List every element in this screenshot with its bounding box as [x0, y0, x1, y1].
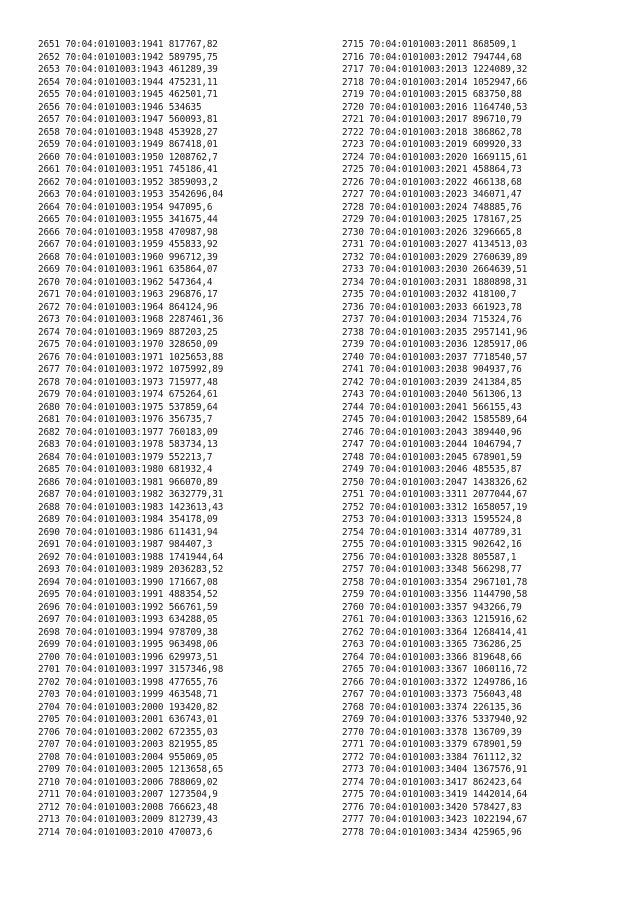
table-row: 2708 70:04:0101003:2004 955069,05	[38, 751, 218, 763]
table-row: 2655 70:04:0101003:1945 462501,71	[38, 89, 218, 100]
table-row: 2771 70:04:0101003:3379 678901,59	[342, 739, 522, 750]
table-row: 2766 70:04:0101003:3372 1249786,16	[342, 676, 528, 688]
table-row: 2748 70:04:0101003:2045 678901,59	[342, 451, 522, 463]
table-row: 2686 70:04:0101003:1981 966070,89	[38, 476, 218, 488]
table-row: 2658 70:04:0101003:1948 453928,27	[38, 126, 218, 138]
table-row: 2747 70:04:0101003:2044 1046794,7	[342, 439, 522, 450]
table-row: 2710 70:04:0101003:2006 788069,02	[38, 776, 218, 788]
table-row: 2723 70:04:0101003:2019 609920,33	[342, 139, 522, 150]
table-row: 2677 70:04:0101003:1972 1075992,89	[38, 364, 224, 375]
table-row: 2740 70:04:0101003:2037 7718540,57	[342, 351, 528, 363]
table-row: 2776 70:04:0101003:3420 578427,83	[342, 801, 522, 813]
table-row: 2706 70:04:0101003:2002 672355,03	[38, 726, 218, 738]
table-row: 2695 70:04:0101003:1991 488354,52	[38, 589, 218, 600]
table-row: 2729 70:04:0101003:2025 178167,25	[342, 214, 522, 225]
table-row: 2656 70:04:0101003:1946 534635	[38, 101, 202, 113]
table-row: 2720 70:04:0101003:2016 1164740,53	[342, 101, 528, 113]
table-row: 2714 70:04:0101003:2010 470073,6	[38, 826, 213, 838]
table-row: 2763 70:04:0101003:3365 736286,25	[342, 639, 522, 650]
table-row: 2663 70:04:0101003:1953 3542696,04	[38, 189, 224, 200]
table-row: 2678 70:04:0101003:1973 715977,48	[38, 376, 218, 388]
table-row: 2746 70:04:0101003:2043 389440,96	[342, 426, 522, 438]
table-row: 2669 70:04:0101003:1961 635864,07	[38, 264, 218, 275]
table-row: 2711 70:04:0101003:2007 1273504,9	[38, 789, 218, 800]
table-row: 2665 70:04:0101003:1955 341675,44	[38, 214, 218, 225]
table-row: 2696 70:04:0101003:1992 566761,59	[38, 601, 218, 613]
table-row: 2664 70:04:0101003:1954 947095,6	[38, 201, 213, 213]
table-row: 2688 70:04:0101003:1983 1423613,43	[38, 501, 224, 513]
table-row: 2673 70:04:0101003:1968 2287461,36	[38, 314, 224, 325]
table-row: 2705 70:04:0101003:2001 636743,01	[38, 714, 218, 725]
table-row: 2775 70:04:0101003:3419 1442014,64	[342, 789, 528, 800]
table-row: 2753 70:04:0101003:3313 1595524,8	[342, 514, 522, 525]
table-row: 2694 70:04:0101003:1990 171667,08	[38, 576, 218, 588]
table-row: 2778 70:04:0101003:3434 425965,96	[342, 826, 522, 838]
table-row: 2666 70:04:0101003:1958 470987,98	[38, 226, 218, 238]
table-row: 2724 70:04:0101003:2020 1669115,61	[342, 151, 528, 163]
table-row: 2752 70:04:0101003:3312 1658057,19	[342, 501, 528, 513]
table-row: 2773 70:04:0101003:3404 1367576,91	[342, 764, 528, 775]
table-row: 2654 70:04:0101003:1944 475231,11	[38, 76, 218, 88]
table-row: 2675 70:04:0101003:1970 328650,09	[38, 339, 218, 350]
table-row: 2703 70:04:0101003:1999 463548,71	[38, 689, 218, 700]
table-row: 2727 70:04:0101003:2023 346071,47	[342, 189, 522, 200]
right-column	[342, 39, 640, 839]
table-row: 2689 70:04:0101003:1984 354178,09	[38, 514, 218, 525]
table-row: 2749 70:04:0101003:2046 485535,87	[342, 464, 522, 475]
table-row: 2699 70:04:0101003:1995 963498,06	[38, 639, 218, 650]
table-row: 2719 70:04:0101003:2015 683750,88	[342, 89, 522, 100]
table-row: 2756 70:04:0101003:3328 805587,1	[342, 551, 517, 563]
table-row: 2671 70:04:0101003:1963 296876,17	[38, 289, 218, 300]
table-row: 2700 70:04:0101003:1996 629973,51	[38, 651, 218, 663]
table-row: 2769 70:04:0101003:3376 5337940,92	[342, 714, 528, 725]
table-row: 2722 70:04:0101003:2018 386862,78	[342, 126, 522, 138]
table-row: 2726 70:04:0101003:2022 466138,68	[342, 176, 522, 188]
table-row: 2768 70:04:0101003:3374 226135,36	[342, 701, 522, 713]
table-row: 2684 70:04:0101003:1979 552213,7	[38, 451, 213, 463]
table-row: 2743 70:04:0101003:2040 561306,13	[342, 389, 522, 400]
table-row: 2690 70:04:0101003:1986 611431,94	[38, 526, 218, 538]
table-row: 2728 70:04:0101003:2024 748885,76	[342, 201, 522, 213]
table-row: 2765 70:04:0101003:3367 1060116,72	[342, 664, 528, 675]
table-row: 2679 70:04:0101003:1974 675264,61	[38, 389, 218, 400]
table-row: 2651 70:04:0101003:1941 817767,82	[38, 39, 218, 50]
table-row: 2761 70:04:0101003:3363 1215916,62	[342, 614, 528, 625]
table-row: 2698 70:04:0101003:1994 978709,38	[38, 626, 218, 638]
table-row: 2762 70:04:0101003:3364 1268414,41	[342, 626, 528, 638]
table-row: 2735 70:04:0101003:2032 418100,7	[342, 289, 517, 300]
table-row: 2770 70:04:0101003:3378 136709,39	[342, 726, 522, 738]
table-row: 2774 70:04:0101003:3417 862423,64	[342, 776, 522, 788]
table-row: 2692 70:04:0101003:1988 1741944,64	[38, 551, 224, 563]
table-row: 2758 70:04:0101003:3354 2967101,78	[342, 576, 528, 588]
table-row: 2687 70:04:0101003:1982 3632779,31	[38, 489, 224, 500]
table-row: 2738 70:04:0101003:2035 2957141,96	[342, 326, 528, 338]
table-row: 2734 70:04:0101003:2031 1880898,31	[342, 276, 528, 288]
table-row: 2736 70:04:0101003:2033 661923,78	[342, 301, 522, 313]
table-row: 2676 70:04:0101003:1971 1025653,88	[38, 351, 224, 363]
table-row: 2777 70:04:0101003:3423 1022194,67	[342, 814, 528, 825]
table-row: 2754 70:04:0101003:3314 407789,31	[342, 526, 522, 538]
table-row: 2660 70:04:0101003:1950 1208762,7	[38, 151, 218, 163]
table-row: 2744 70:04:0101003:2041 566155,43	[342, 401, 522, 413]
table-row: 2674 70:04:0101003:1969 887203,25	[38, 326, 218, 338]
table-row: 2685 70:04:0101003:1980 681932,4	[38, 464, 213, 475]
table-row: 2764 70:04:0101003:3366 819648,66	[342, 651, 522, 663]
table-row: 2709 70:04:0101003:2005 1213658,65	[38, 764, 224, 775]
table-row: 2731 70:04:0101003:2027 4134513,03	[342, 239, 528, 250]
table-row: 2702 70:04:0101003:1998 477655,76	[38, 676, 218, 688]
table-row: 2741 70:04:0101003:2038 904937,76	[342, 364, 522, 375]
table-row: 2683 70:04:0101003:1978 583734,13	[38, 439, 218, 450]
table-row: 2760 70:04:0101003:3357 943266,79	[342, 601, 522, 613]
table-row: 2717 70:04:0101003:2013 1224089,32	[342, 64, 528, 75]
table-row: 2745 70:04:0101003:2042 1585589,64	[342, 414, 528, 425]
table-row: 2662 70:04:0101003:1952 3859093,2	[38, 176, 218, 188]
table-row: 2701 70:04:0101003:1997 3157346,98	[38, 664, 224, 675]
table-row: 2733 70:04:0101003:2030 2664639,51	[342, 264, 528, 275]
left-column	[38, 39, 338, 839]
table-row: 2767 70:04:0101003:3373 756043,48	[342, 689, 522, 700]
table-row: 2682 70:04:0101003:1977 760183,09	[38, 426, 218, 438]
table-row: 2759 70:04:0101003:3356 1144790,58	[342, 589, 528, 600]
table-row: 2661 70:04:0101003:1951 745186,41	[38, 164, 218, 175]
table-row: 2739 70:04:0101003:2036 1285917,06	[342, 339, 528, 350]
table-row: 2742 70:04:0101003:2039 241384,85	[342, 376, 522, 388]
table-row: 2657 70:04:0101003:1947 560093,81	[38, 114, 218, 125]
table-row: 2725 70:04:0101003:2021 458864,73	[342, 164, 522, 175]
table-row: 2713 70:04:0101003:2009 812739,43	[38, 814, 218, 825]
table-row: 2697 70:04:0101003:1993 634288,05	[38, 614, 218, 625]
table-row: 2772 70:04:0101003:3384 761112,32	[342, 751, 522, 763]
table-row: 2755 70:04:0101003:3315 902642,16	[342, 539, 522, 550]
table-row: 2668 70:04:0101003:1960 996712,39	[38, 251, 218, 263]
table-row: 2672 70:04:0101003:1964 864124,96	[38, 301, 218, 313]
table-row: 2667 70:04:0101003:1959 455833,92	[38, 239, 218, 250]
table-row: 2750 70:04:0101003:2047 1438326,62	[342, 476, 528, 488]
table-row: 2653 70:04:0101003:1943 461289,39	[38, 64, 218, 75]
table-row: 2681 70:04:0101003:1976 356735,7	[38, 414, 213, 425]
table-row: 2721 70:04:0101003:2017 896710,79	[342, 114, 522, 125]
table-row: 2680 70:04:0101003:1975 537859,64	[38, 401, 218, 413]
table-row: 2757 70:04:0101003:3348 566298,77	[342, 564, 522, 575]
table-row: 2751 70:04:0101003:3311 2077044,67	[342, 489, 528, 500]
table-row: 2715 70:04:0101003:2011 868509,1	[342, 39, 517, 50]
table-row: 2707 70:04:0101003:2003 821955,85	[38, 739, 218, 750]
table-row: 2693 70:04:0101003:1989 2036283,52	[38, 564, 224, 575]
table-row: 2659 70:04:0101003:1949 867418,01	[38, 139, 218, 150]
table-row: 2691 70:04:0101003:1987 984407,3	[38, 539, 213, 550]
table-row: 2737 70:04:0101003:2034 715324,76	[342, 314, 522, 325]
table-row: 2704 70:04:0101003:2000 193420,82	[38, 701, 218, 713]
table-row: 2732 70:04:0101003:2029 2760639,89	[342, 251, 528, 263]
table-row: 2670 70:04:0101003:1962 547364,4	[38, 276, 213, 288]
table-row: 2712 70:04:0101003:2008 766623,48	[38, 801, 218, 813]
table-row: 2716 70:04:0101003:2012 794744,68	[342, 51, 522, 63]
table-row: 2718 70:04:0101003:2014 1052947,66	[342, 76, 528, 88]
table-row: 2652 70:04:0101003:1942 589795,75	[38, 51, 218, 63]
table-row: 2730 70:04:0101003:2026 3296665,8	[342, 226, 522, 238]
